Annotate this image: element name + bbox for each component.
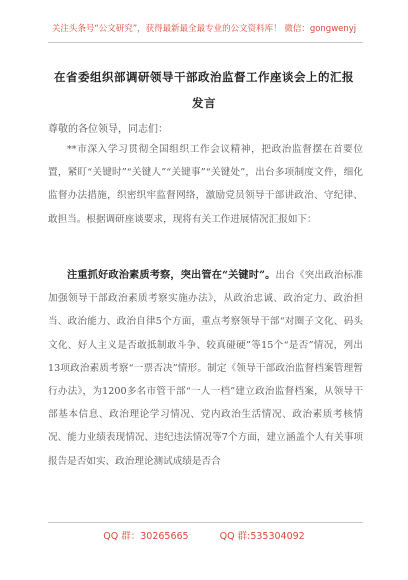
paragraph-intro-text: **市深入学习贯彻全国组织工作会议精神，把政治监督摆在首要位置，紧盯“关键时”“关键人”“关键事”“关键处”，出台多项制度文件，细化监督办法措施，织密织牢监督网络，激励党员领导干部讲政治、守纪律、敢担当。根据调研座谈要求，现将有关工作进展情况汇报如下：: [48, 144, 363, 225]
document-title-line2: 发言: [192, 96, 216, 110]
section-1-heading: 注重抓好政治素质考察，突出管在“关键时”。: [67, 269, 276, 281]
footer: [0, 528, 408, 542]
header-banner: 关注头条号“公文研究”，获得最新最全最专业的公文资料库！ 微信：gongwenyj: [51, 24, 357, 34]
greeting: 尊敬的各位领导，同志们：: [48, 124, 168, 135]
footer-divider: [48, 522, 363, 523]
paragraph-intro: [48, 138, 363, 231]
footer-qq-group-2: QQ 群:535304092: [219, 531, 305, 542]
paragraph-section-1: [48, 264, 363, 473]
document-title-line1: 在省委组织部调研领导干部政治监督工作座谈会上的汇报: [54, 70, 354, 84]
section-1-body: 出台《突出政治标准加强领导干部政治素质考察实施办法》，从政治忠诚、政治定力、政治担当、政治能力、政治自律5个方面，重点考察领导干部“对圈子文化、码头文化、好人主义是否敢抵制敢斗争、较真碰硬”等15个“是否”情况，列出13项政治素质考察“一票否决”情形。制定《领导干部政治监督档案管理暂行办法》，为1200多名市管干部“一人一档”建立政治监督档案，从领导干部基本信息、政治理论学习情况、党内政治生活情况、政治素质考核情况、能力业绩表现情况、违纪违法情况等7个方面，建立涵盖个人有关事项报告是否如实、政治理论测试成绩是否合: [48, 270, 364, 467]
header-divider: [48, 42, 363, 43]
footer-qq-group-1: QQ 群：30265665: [103, 531, 189, 542]
